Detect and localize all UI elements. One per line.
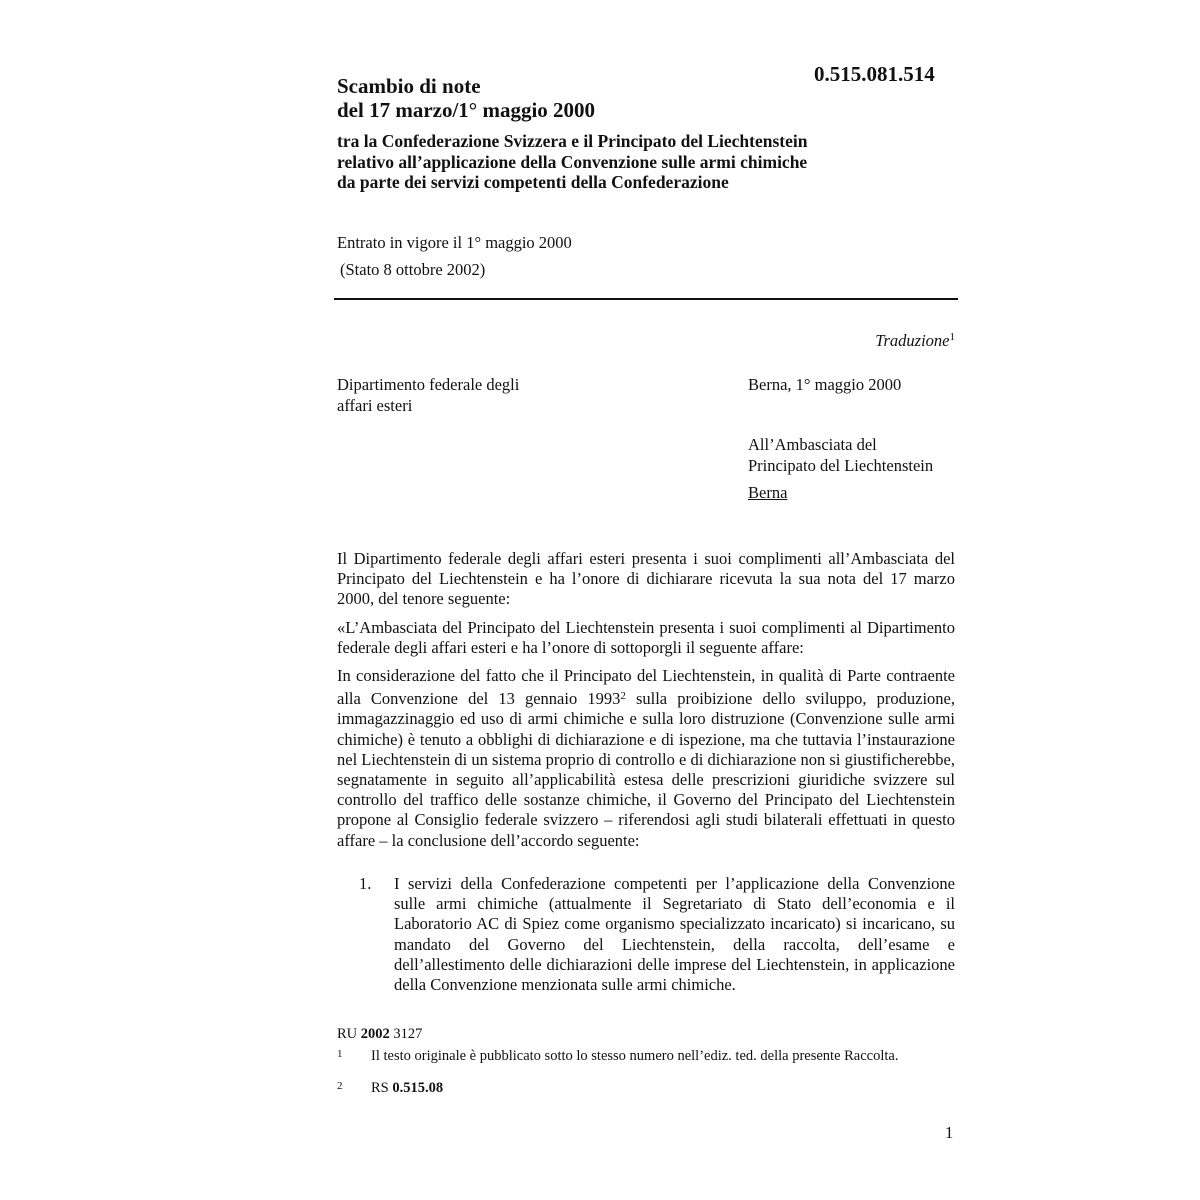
- sender-line-1: Dipartimento federale degli: [337, 375, 520, 394]
- recipient-city: Berna: [748, 483, 788, 502]
- footnote-1: [337, 1048, 917, 1065]
- footnote-1-number: 1: [337, 1048, 343, 1060]
- sender-line-2: affari esteri: [337, 395, 413, 415]
- document-title: [337, 74, 595, 122]
- footnote-ref-2: 2: [620, 690, 626, 703]
- status-date: (Stato 8 ottobre 2002): [340, 260, 486, 279]
- page-number: 1: [945, 1123, 954, 1142]
- subtitle-line-1: tra la Confederazione Svizzera e il Principato del Liechtenstein: [337, 131, 808, 151]
- title-line-2: del 17 marzo/1° maggio 2000: [337, 98, 596, 122]
- translation-label: Traduzione$^1$: [875, 331, 955, 350]
- recipient-block: [748, 435, 968, 504]
- sender-block: [337, 375, 577, 416]
- entry-into-force: Entrato in vigore il 1° maggio 2000: [337, 233, 572, 252]
- subtitle-line-3: da parte dei servizi competenti della Confederazione: [337, 172, 729, 192]
- header-divider: [334, 298, 958, 300]
- official-collection-ref: RU 2002 3127: [337, 1026, 423, 1042]
- list-item-text: I servizi della Confederazione competenti per l’applicazione della Convenzione sulle armi chimiche (attualmente il Segretariato di Stato dell’economia e il Laboratorio AC di Spiez come organismo specializzato incaricato) si incaricano, su mandato del Governo del Liechtenstein, della raccolta, dell’esame e dell’allestimento delle dichiarazioni delle imprese del Liechtenstein, in applicazione della Convenzione menzionata sulle armi chimiche.: [394, 874, 955, 995]
- subtitle-line-2: relativo all’applicazione della Convenzione sulle armi chimiche: [337, 151, 808, 172]
- footnote-1-text: Il testo originale è pubblicato sotto lo stesso numero nell’ediz. ted. della presente Raccolta.: [371, 1048, 899, 1064]
- document-subtitle: [337, 131, 957, 193]
- list-item-number: 1.: [359, 874, 372, 893]
- footnote-2-number: 2: [337, 1080, 343, 1092]
- footnote-ref-1: 1: [949, 331, 955, 343]
- body-paragraph-2: «L’Ambasciata del Principato del Liechtenstein presenta i suoi complimenti al Dipartimento federale degli affari esteri e ha l’onore di sottoporgli il seguente affare:: [337, 618, 955, 658]
- list-item: [337, 874, 955, 995]
- body-paragraph-3: In considerazione del fatto che il Principato del Liechtenstein, in qualità di Parte contraente alla Convenzione del 13 gennaio 1993$^2$ sulla proibizione dello sviluppo, produzione, immagazzinaggio ed uso di armi chimiche e sulla loro distruzione (Convenzione sulle armi chimiche) è tenuto a obblighi di dichiarazione e di ispezione, ma che tuttavia l’instaurazione nel Liechtenstein di un sistema proprio di controllo e di dichiarazione non si giustificherebbe, segnatamente in seguito all’applicabilità estesa delle prescrizioni giuridiche svizzere sul controllo del traffico delle sostanze chimiche, il Governo del Principato del Liechtenstein propone al Consiglio federale svizzero – riferendosi agli studi bilaterali effettuati in questo affare – la conclusione dell’accordo seguente:: [337, 666, 955, 850]
- body-paragraph-1: Il Dipartimento federale degli affari esteri presenta i suoi complimenti all’Ambasciata del Principato del Liechtenstein e ha l’onore di dichiarare ricevuta la sua nota del 17 marzo 2000, del tenore seguente:: [337, 549, 955, 609]
- recipient-line-2: Principato del Liechtenstein: [748, 455, 934, 475]
- classification-number: 0.515.081.514: [814, 62, 935, 86]
- footnote-2: [337, 1080, 917, 1097]
- place-date: Berna, 1° maggio 2000: [748, 375, 902, 394]
- recipient-line-1: All’Ambasciata del: [748, 435, 877, 454]
- title-line-1: Scambio di note: [337, 74, 481, 98]
- footnote-2-text: RS 0.515.08: [371, 1080, 444, 1096]
